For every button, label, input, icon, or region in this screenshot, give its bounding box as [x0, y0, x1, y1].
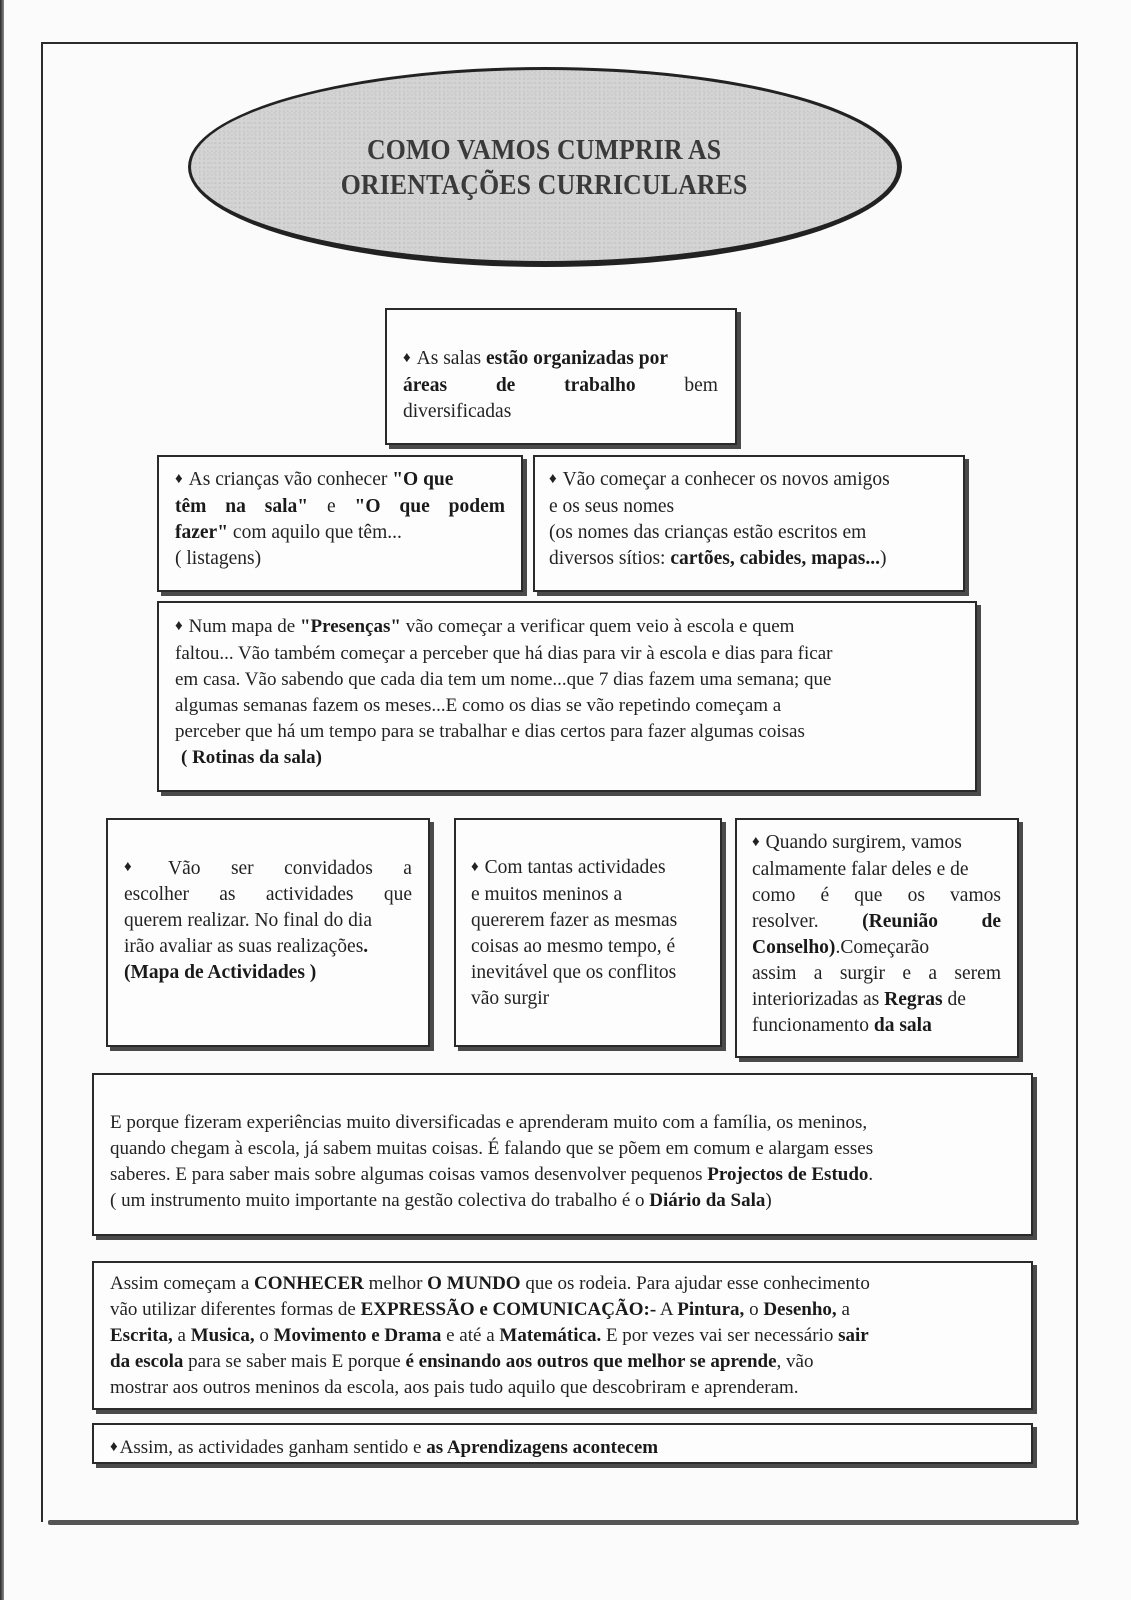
text: quando chegam à escola, já sabem muitas coisas. É falando que se põem em comum e alargam esses — [110, 1138, 874, 1159]
text: e até a — [441, 1325, 500, 1346]
box-projectos-de-estudo — [92, 1073, 1033, 1236]
text: calmamente falar deles e de — [752, 859, 969, 880]
diamond-bullet-icon: ♦ — [403, 350, 411, 366]
diamond-bullet-icon: ♦ — [175, 618, 183, 634]
text: Quando surgirem, vamos — [765, 832, 962, 853]
diamond-bullet-icon: ♦ — [110, 1439, 118, 1455]
text: é — [820, 885, 830, 906]
bold-text: CONHECER — [254, 1273, 364, 1294]
bold-text: estão organizadas por — [485, 348, 668, 369]
bold-text: de — [981, 911, 1001, 932]
bold-text: (Reunião — [862, 911, 938, 932]
text: resolver. — [752, 911, 819, 932]
text: em casa. Vão sabendo que cada dia tem um nome...que 7 dias fazem uma semana; que — [175, 669, 832, 690]
text: que os rodeia. Para ajudar esse conhecimento — [520, 1273, 870, 1294]
box-novos-amigos — [533, 455, 965, 592]
diamond-bullet-icon: ♦ — [175, 471, 183, 487]
text: Assim, as actividades ganham sentido e — [119, 1437, 427, 1458]
text: melhor — [363, 1273, 428, 1294]
bold-text: Desenho, — [763, 1299, 837, 1320]
text: vão começar a verificar quem veio à escola e quem — [400, 616, 795, 637]
text: vão utilizar diferentes formas de — [110, 1299, 361, 1320]
bold-text: da escola — [110, 1351, 184, 1372]
bold-text: Regras — [884, 989, 943, 1010]
text: surgir — [839, 963, 885, 984]
text: diversos sítios: — [549, 548, 671, 569]
text: As salas — [416, 348, 486, 369]
text: funcionamento — [752, 1015, 874, 1036]
box-aprendizagens-acontecem — [92, 1423, 1033, 1464]
text: ( um instrumento muito importante na gestão colectiva do trabalho é o — [110, 1190, 650, 1211]
bold-text: áreas — [403, 375, 448, 396]
text: vamos — [950, 885, 1001, 906]
text: e muitos meninos a — [471, 884, 623, 905]
text: querem realizar. No final do dia — [124, 910, 372, 931]
bold-text: "O — [354, 496, 381, 517]
bold-text: Pintura, — [677, 1299, 745, 1320]
text: ) — [765, 1190, 772, 1211]
bold-text: sala" — [264, 496, 309, 517]
bottom-rule — [48, 1520, 1079, 1525]
bold-text: têm — [175, 496, 207, 517]
bold-text: Movimento e Drama — [273, 1325, 442, 1346]
text: , vão — [776, 1351, 814, 1372]
text: E porque fizeram experiências muito diversificadas e aprenderam muito com a família, os meninos, — [110, 1112, 868, 1133]
bold-text: Diário da Sala — [649, 1190, 766, 1211]
box-reuniao-conselho — [735, 818, 1019, 1058]
box-conhecer-o-mundo — [92, 1261, 1033, 1410]
bold-text: sair — [838, 1325, 869, 1346]
bold-text: da sala — [873, 1015, 932, 1036]
text: inevitável que os conflitos — [471, 962, 677, 983]
text: coisas ao mesmo tempo, é — [471, 936, 676, 957]
bold-text: "O que — [392, 469, 454, 490]
text: irão avaliar as suas realizações — [124, 936, 364, 957]
text: que — [854, 885, 883, 906]
text: Assim começam a — [110, 1273, 255, 1294]
box-salas-organizadas — [385, 308, 737, 445]
text: os — [907, 885, 925, 906]
bold-text: na — [225, 496, 246, 517]
text: ) — [879, 548, 887, 569]
text: a — [403, 858, 412, 879]
bold-text: podem — [448, 496, 505, 517]
text: a — [813, 963, 823, 984]
text: assim — [752, 963, 797, 984]
box-mapa-presencas — [157, 601, 977, 792]
text: escolher — [124, 884, 189, 905]
text: como — [752, 885, 796, 906]
bold-text: trabalho — [564, 375, 636, 396]
text: Vão — [168, 858, 201, 879]
title-ellipse — [188, 67, 902, 267]
diamond-bullet-icon: ♦ — [124, 859, 132, 875]
text: para se saber mais E porque — [183, 1351, 406, 1372]
bold-text: Matemática. — [499, 1325, 602, 1346]
box-mapa-actividades — [106, 818, 430, 1047]
text: o — [254, 1325, 274, 1346]
box-conflitos — [454, 818, 722, 1047]
text: e — [902, 963, 912, 984]
text: Com tantas actividades — [484, 857, 666, 878]
bold-text: cartões, cabides, mapas... — [670, 548, 880, 569]
text: serem — [954, 963, 1001, 984]
text: bem — [684, 375, 718, 396]
text: convidados — [284, 858, 373, 879]
text: a — [836, 1299, 850, 1320]
bold-text: as Aprendizagens acontecem — [426, 1437, 659, 1458]
bold-text: (Mapa de Actividades ) — [124, 962, 317, 983]
text: actividades — [265, 884, 354, 905]
diamond-bullet-icon: ♦ — [549, 471, 557, 487]
diamond-bullet-icon: ♦ — [752, 834, 760, 850]
bold-text: Escrita, — [110, 1325, 173, 1346]
text: a — [928, 963, 938, 984]
text: . — [868, 1164, 874, 1185]
bold-text: Musica, — [190, 1325, 255, 1346]
text: a — [172, 1325, 191, 1346]
text: ser — [230, 858, 254, 879]
text: algumas semanas fazem os meses...E como os dias se vão repetindo começam a — [175, 695, 782, 716]
text: e os seus nomes — [549, 496, 675, 517]
text: que — [383, 884, 412, 905]
text: as — [219, 884, 236, 905]
text: A — [656, 1299, 678, 1320]
scan-page-edge — [0, 0, 4, 1600]
bold-text: . — [363, 936, 369, 957]
text: de — [942, 989, 966, 1010]
text: faltou... Vão também começar a perceber que há dias para vir à escola e dias para ficar — [175, 643, 833, 664]
text: Num mapa de — [188, 616, 300, 637]
text: e — [326, 496, 336, 517]
text: diversificadas — [403, 401, 512, 422]
text: interiorizadas as — [752, 989, 885, 1010]
page-title — [341, 133, 748, 203]
bold-text: Projectos de Estudo — [707, 1164, 869, 1185]
text: .Começarão — [835, 937, 930, 958]
bold-text: Conselho) — [752, 937, 836, 958]
bold-text: de — [495, 375, 516, 396]
text: saberes. E para saber mais sobre algumas coisas vamos desenvolver pequenos — [110, 1164, 708, 1185]
bold-text: fazer" — [175, 522, 229, 543]
text: (os nomes das crianças estão escritos em — [549, 522, 867, 543]
box-o-que-tem-na-sala — [157, 455, 523, 592]
bold-text: ( Rotinas da sala) — [181, 747, 322, 768]
text: E por vezes vai ser necessário — [601, 1325, 839, 1346]
text: As crianças vão conhecer — [188, 469, 393, 490]
text: mostrar aos outros meninos da escola, aos pais tudo aquilo que descobriram e aprenderam. — [110, 1377, 799, 1398]
bold-text: "Presenças" — [299, 616, 401, 637]
bold-text: é ensinando aos outros que melhor se aprende — [405, 1351, 777, 1372]
title-line-2: ORIENTAÇÕES CURRICULARES — [340, 169, 748, 201]
text: perceber que há um tempo para se trabalhar e dias certos para fazer algumas coisas — [175, 721, 805, 742]
bold-text: EXPRESSÃO e COMUNICAÇÃO:- — [360, 1299, 657, 1320]
title-line-1: COMO VAMOS CUMPRIR AS — [366, 134, 722, 166]
text: ( listagens) — [175, 548, 262, 569]
text: Vão começar a conhecer os novos amigos — [562, 469, 890, 490]
text: o — [744, 1299, 764, 1320]
bold-text: que — [399, 496, 430, 517]
text: vão surgir — [471, 988, 550, 1009]
bold-text: O MUNDO — [427, 1273, 521, 1294]
text: quererem fazer as mesmas — [471, 910, 678, 931]
text: com aquilo que têm... — [228, 522, 402, 543]
diamond-bullet-icon: ♦ — [471, 859, 479, 875]
